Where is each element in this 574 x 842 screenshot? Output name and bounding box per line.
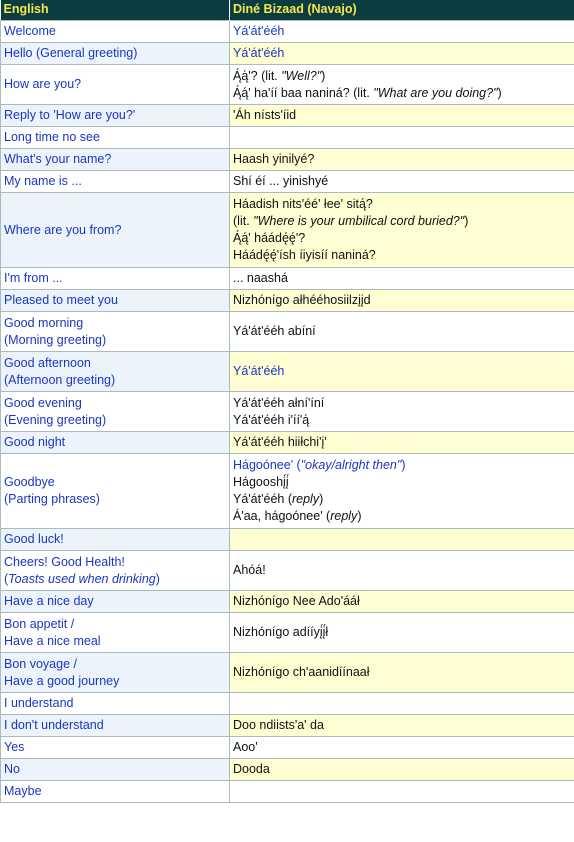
navajo-phrase-cell xyxy=(230,171,574,193)
navajo-phrase-line: Yá'át'ééh xyxy=(233,46,285,60)
navajo-phrase-line: Aoo' xyxy=(233,740,258,754)
navajo-phrase-cell xyxy=(230,529,574,551)
table-row xyxy=(1,529,574,551)
navajo-phrase-line: Háadish nits'éé' łee' sitą́? xyxy=(233,197,373,211)
navajo-phrase-line: Nizhónígo Nee Ado'ááł xyxy=(233,594,360,608)
table-row xyxy=(1,432,574,454)
navajo-phrase-line: Yá'át'ééh abíní xyxy=(233,324,316,338)
navajo-phrase-cell xyxy=(230,759,574,781)
english-phrase-cell xyxy=(1,432,230,454)
english-phrase-line: (Afternoon greeting) xyxy=(4,372,116,387)
navajo-phrase-cell xyxy=(230,290,574,312)
navajo-phrase-line: Yá'át'ééh i'íí'ą́ xyxy=(233,412,310,427)
navajo-phrase-cell xyxy=(230,693,574,715)
navajo-phrase-line: Nizhónígo adííyį́į́ł xyxy=(233,625,329,639)
english-phrase-cell xyxy=(1,591,230,613)
english-phrase-cell xyxy=(1,454,230,529)
english-phrase-cell xyxy=(1,193,230,268)
navajo-phrase-cell xyxy=(230,352,574,392)
english-phrase-cell xyxy=(1,43,230,65)
english-phrase-cell xyxy=(1,65,230,105)
english-phrase-line: Good night xyxy=(4,435,66,449)
table-row xyxy=(1,43,574,65)
navajo-phrase-cell xyxy=(230,268,574,290)
table-row xyxy=(1,268,574,290)
navajo-phrase-cell xyxy=(230,653,574,693)
english-phrase-line: What's your name? xyxy=(4,152,112,166)
navajo-phrase-cell xyxy=(230,454,574,529)
navajo-phrase-cell xyxy=(230,781,574,803)
navajo-phrase-cell xyxy=(230,392,574,432)
english-phrase-cell xyxy=(1,268,230,290)
column-header-english: English xyxy=(1,0,230,21)
english-phrase-line: I don't understand xyxy=(4,718,104,732)
navajo-phrase-line: Yá'át'ééh xyxy=(233,364,285,378)
table-row xyxy=(1,290,574,312)
navajo-phrase-cell xyxy=(230,737,574,759)
english-phrase-line: Have a good journey xyxy=(4,673,120,688)
english-phrase-cell xyxy=(1,352,230,392)
english-phrase-cell xyxy=(1,613,230,653)
english-phrase-line: Where are you from? xyxy=(4,222,122,237)
english-phrase-line: Bon appetit / xyxy=(4,616,75,631)
navajo-phrase-cell xyxy=(230,21,574,43)
navajo-phrase-line: Hágooshį́į́ xyxy=(233,475,289,489)
table-body xyxy=(1,21,574,803)
english-phrase-line: Good luck! xyxy=(4,532,64,546)
table-row xyxy=(1,193,574,268)
navajo-phrase-line xyxy=(233,783,570,800)
table-row xyxy=(1,715,574,737)
table-row xyxy=(1,591,574,613)
table-row xyxy=(1,312,574,352)
english-phrase-line: (Parting phrases) xyxy=(4,492,100,506)
navajo-phrase-line xyxy=(233,695,570,712)
english-phrase-cell xyxy=(1,653,230,693)
navajo-phrase-line: Shí éí ... yinishyé xyxy=(233,174,329,188)
navajo-phrase-line: Ą́ą́' ha'íí baa naniná? (lit. "What are you doing?") xyxy=(233,85,502,100)
english-phrase-line: (Toasts used when drinking) xyxy=(4,571,160,586)
navajo-phrase-line xyxy=(233,531,570,548)
navajo-phrase-cell xyxy=(230,105,574,127)
table-header-row xyxy=(1,0,574,21)
english-phrase-line: (Evening greeting) xyxy=(4,412,107,427)
table-row xyxy=(1,352,574,392)
english-phrase-cell xyxy=(1,127,230,149)
english-phrase-cell xyxy=(1,551,230,591)
navajo-phrase-cell xyxy=(230,613,574,653)
navajo-phrase-cell xyxy=(230,149,574,171)
table-row xyxy=(1,737,574,759)
english-phrase-line: Bon voyage / xyxy=(4,656,77,671)
english-phrase-line: Welcome xyxy=(4,24,56,38)
english-phrase-line: Maybe xyxy=(4,784,42,798)
navajo-phrase-cell xyxy=(230,715,574,737)
english-phrase-cell xyxy=(1,21,230,43)
table-row xyxy=(1,759,574,781)
table-row xyxy=(1,653,574,693)
english-phrase-cell xyxy=(1,693,230,715)
navajo-phrase-line: Nizhónígo ch'aanidíínaał xyxy=(233,665,370,679)
english-phrase-line: Pleased to meet you xyxy=(4,293,118,307)
english-phrase-cell xyxy=(1,312,230,352)
english-phrase-line: Reply to 'How are you?' xyxy=(4,108,136,122)
navajo-phrase-line: Yá'át'ééh (reply) xyxy=(233,492,324,506)
english-phrase-line: Hello (General greeting) xyxy=(4,46,138,60)
navajo-phrase-line: Ahóá! xyxy=(233,563,266,577)
english-phrase-cell xyxy=(1,737,230,759)
navajo-phrase-cell xyxy=(230,312,574,352)
navajo-phrase-line: Dooda xyxy=(233,762,270,776)
english-phrase-line: Goodbye xyxy=(4,475,55,489)
navajo-phrase-line: ... naashá xyxy=(233,271,288,285)
table-row xyxy=(1,149,574,171)
navajo-phrase-line: Nizhónígo ałhééhosiilzįįd xyxy=(233,293,371,307)
table-row xyxy=(1,693,574,715)
navajo-phrase-line: Hágoónee' ("okay/alright then") xyxy=(233,458,406,472)
column-header-navajo: Diné Bizaad (Navajo) xyxy=(230,0,574,21)
english-phrase-line: Have a nice meal xyxy=(4,633,101,648)
table-row xyxy=(1,21,574,43)
navajo-phrase-line xyxy=(233,129,570,146)
table-row xyxy=(1,551,574,591)
navajo-phrase-line: Yá'át'ééh ałní'íní xyxy=(233,395,325,410)
english-phrase-line: How are you? xyxy=(4,77,82,91)
table-row xyxy=(1,781,574,803)
english-phrase-line: No xyxy=(4,762,20,776)
navajo-phrase-cell xyxy=(230,551,574,591)
english-phrase-line: Good afternoon xyxy=(4,355,91,370)
navajo-phrase-line: 'Áh nísts'íid xyxy=(233,108,297,122)
english-phrase-line: My name is ... xyxy=(4,174,82,188)
navajo-phrase-line: Haash yinilyé? xyxy=(233,152,315,166)
english-phrase-cell xyxy=(1,171,230,193)
table-row xyxy=(1,65,574,105)
table-row xyxy=(1,613,574,653)
english-phrase-cell xyxy=(1,781,230,803)
english-phrase-line: Cheers! Good Health! xyxy=(4,554,125,569)
english-phrase-line: Good evening xyxy=(4,395,82,410)
english-phrase-line: (Morning greeting) xyxy=(4,332,107,347)
english-phrase-line: I'm from ... xyxy=(4,271,63,285)
navajo-phrase-line: (lit. "Where is your umbilical cord buried?") xyxy=(233,214,469,228)
english-phrase-cell xyxy=(1,392,230,432)
table-row xyxy=(1,171,574,193)
navajo-phrase-cell xyxy=(230,127,574,149)
english-phrase-line: I understand xyxy=(4,696,74,710)
english-phrase-cell xyxy=(1,290,230,312)
english-phrase-cell xyxy=(1,715,230,737)
english-phrase-cell xyxy=(1,759,230,781)
navajo-phrase-cell xyxy=(230,43,574,65)
english-phrase-cell xyxy=(1,529,230,551)
navajo-phrase-line: Á'aa, hágoónee' (reply) xyxy=(233,509,362,523)
english-phrase-line: Have a nice day xyxy=(4,594,94,608)
navajo-phrase-line: Ą́ą́'? (lit. "Well?") xyxy=(233,68,326,83)
navajo-phrase-cell xyxy=(230,432,574,454)
table-row xyxy=(1,392,574,432)
navajo-phrase-cell xyxy=(230,65,574,105)
table-row xyxy=(1,127,574,149)
english-phrase-cell xyxy=(1,149,230,171)
english-phrase-line: Yes xyxy=(4,740,25,754)
navajo-phrase-cell xyxy=(230,591,574,613)
navajo-phrase-line: Háádę́ę́'ísh íiyisíí naniná? xyxy=(233,248,376,262)
navajo-phrase-line: Yá'át'ééh xyxy=(233,24,285,38)
table-row xyxy=(1,454,574,529)
table-row xyxy=(1,105,574,127)
navajo-phrase-line: Ą́ą́' háádę́ę́'? xyxy=(233,231,306,245)
navajo-phrase-line: Yá'át'ééh hiiłchi'į' xyxy=(233,435,327,449)
english-phrase-line: Long time no see xyxy=(4,130,100,144)
navajo-phrase-cell xyxy=(230,193,574,268)
english-phrase-line: Good morning xyxy=(4,315,84,330)
navajo-phrase-line: Doo ndiists'a' da xyxy=(233,718,324,732)
english-phrase-cell xyxy=(1,105,230,127)
